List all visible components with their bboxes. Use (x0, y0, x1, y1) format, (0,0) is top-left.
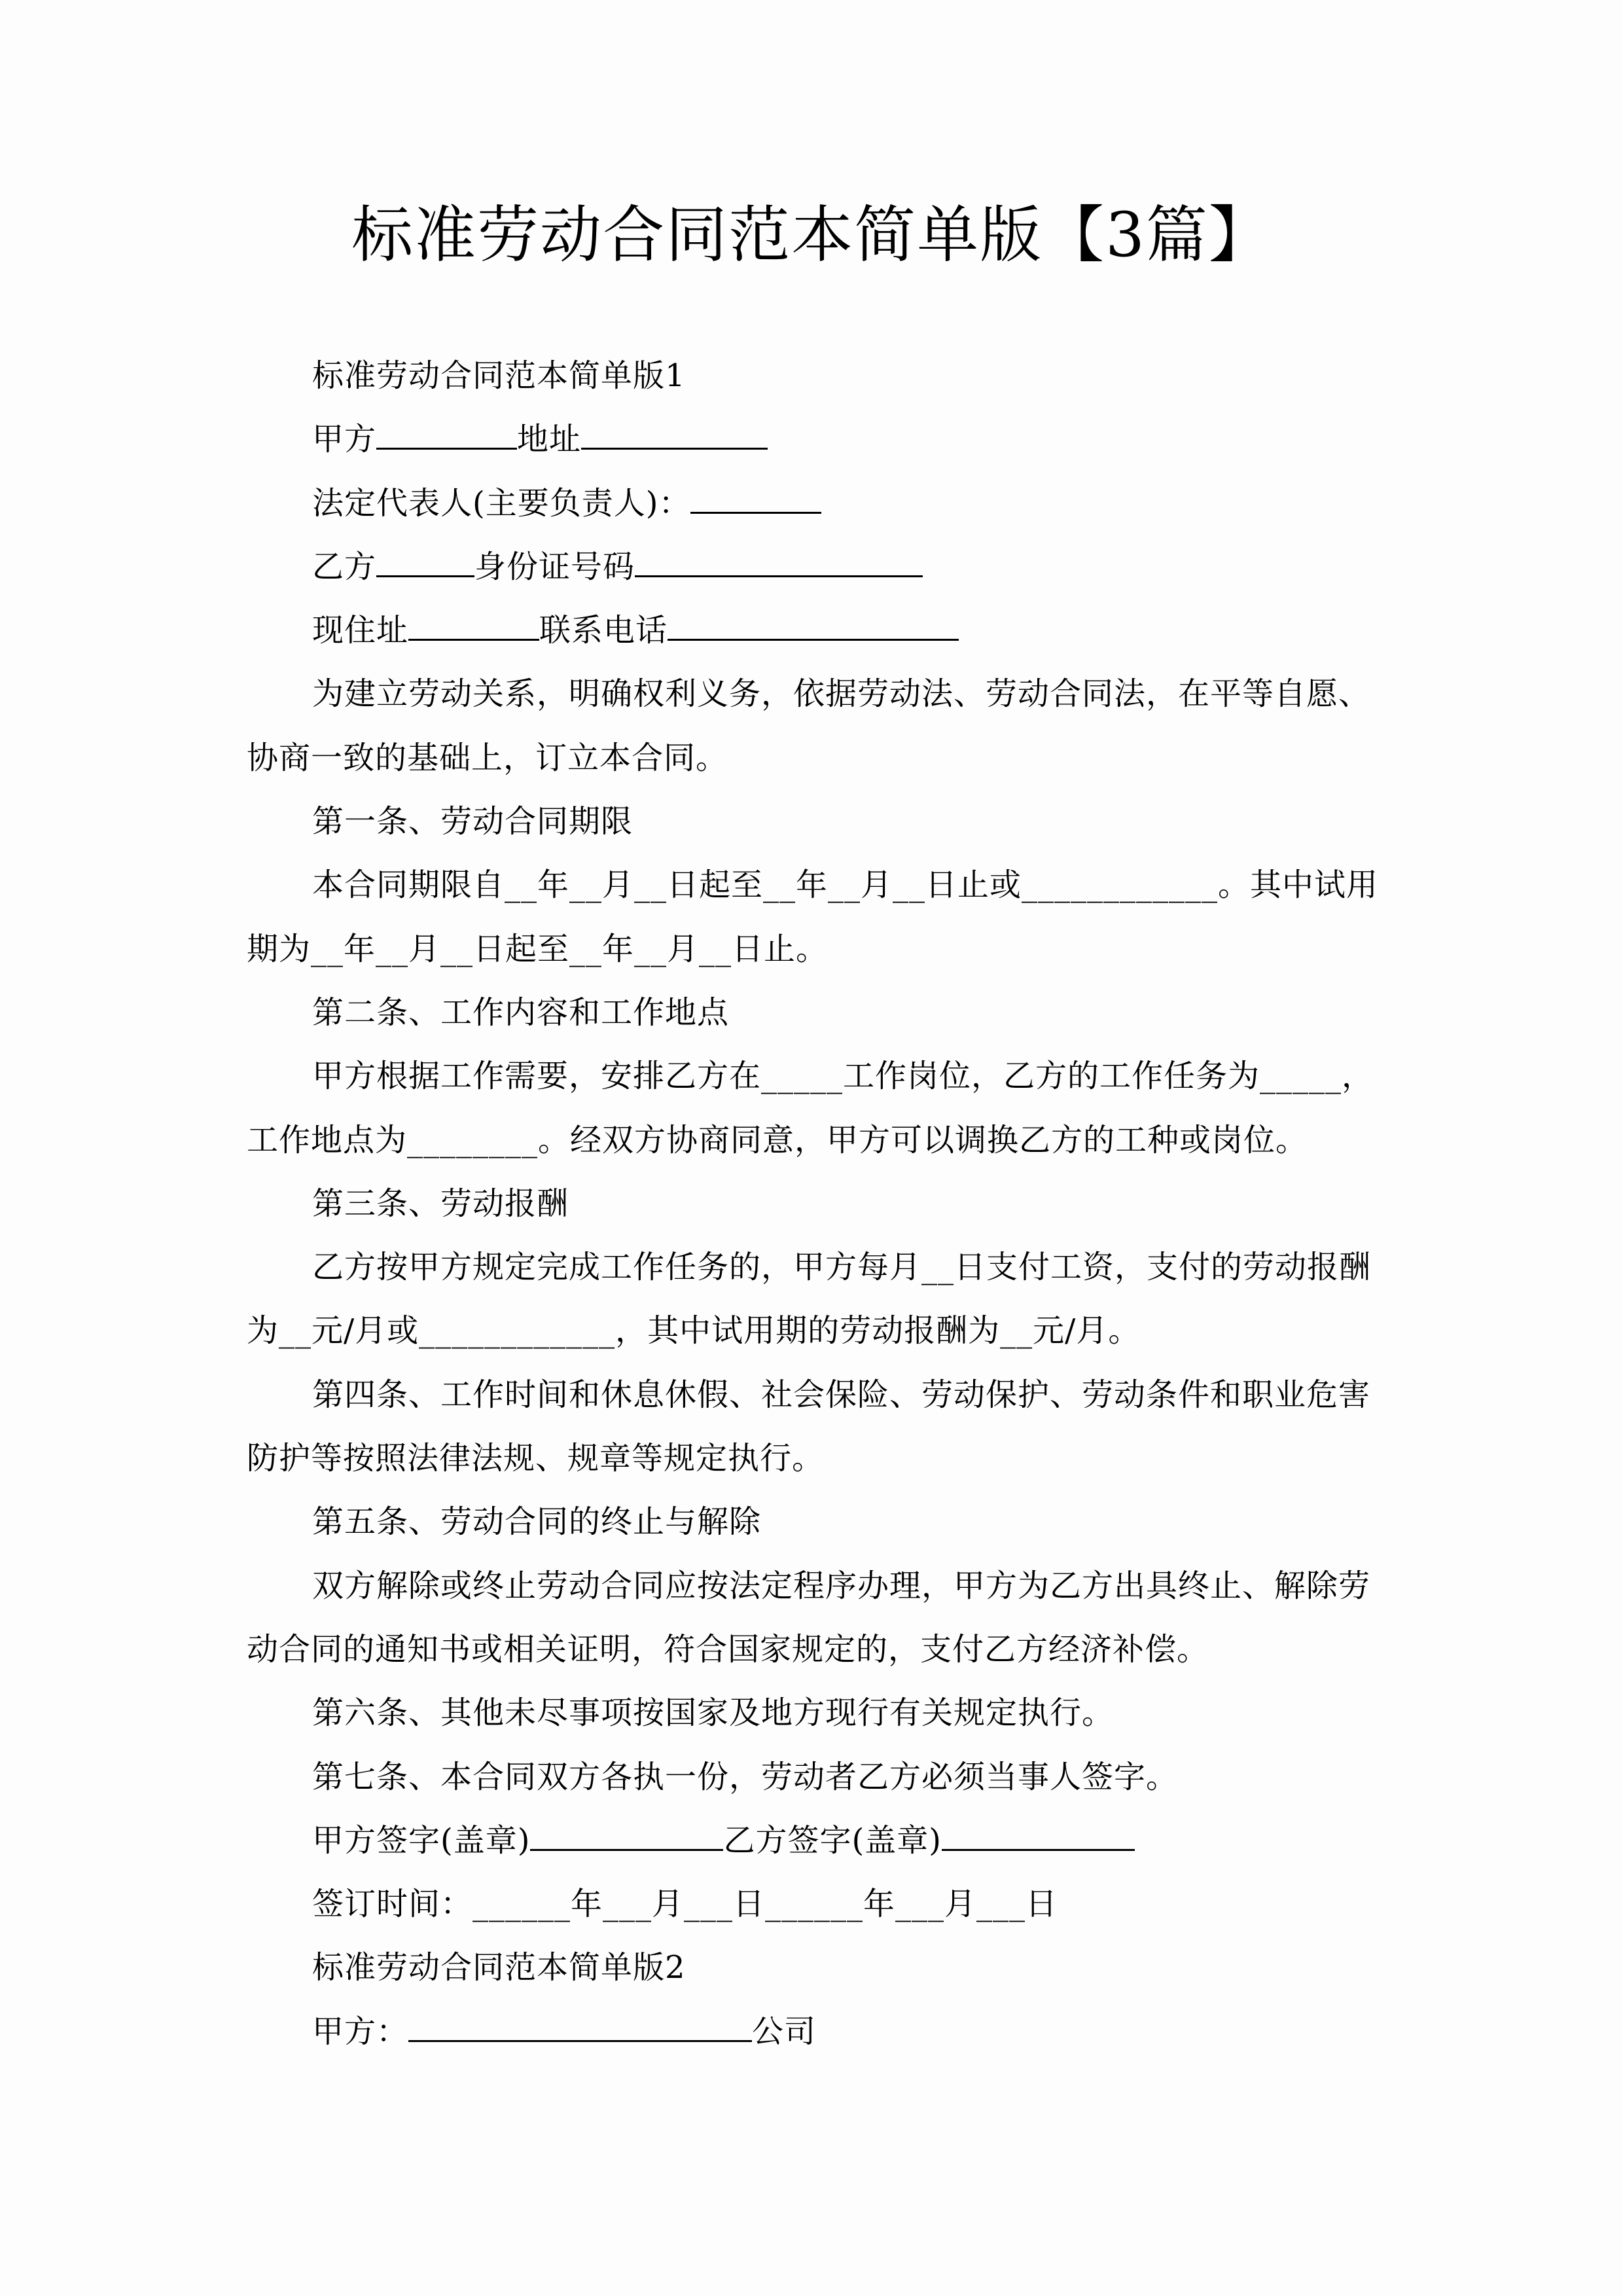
section-heading: 标准劳动合同范本简单版2 (312, 1949, 686, 1986)
text-line: 为__元/月或____________，其中试用期的劳动报酬为__元/月。 (247, 1312, 1141, 1350)
signature-line (247, 1809, 1399, 1873)
residence-blank[interactable] (408, 613, 539, 641)
text-line: 协商一致的基础上，订立本合同。 (247, 739, 728, 776)
article-paragraph (247, 1045, 1399, 1172)
party-a-blank[interactable] (376, 422, 517, 450)
article-paragraph (247, 1554, 1399, 1682)
article-heading: 第三条、劳动报酬 (312, 1185, 569, 1222)
phone-blank[interactable] (668, 613, 959, 641)
preamble-paragraph (247, 662, 1399, 790)
field-label: 联系电话 (539, 612, 668, 649)
text-line: 防护等按照法律法规、规章等规定执行。 (247, 1440, 825, 1477)
document-body (247, 344, 1399, 2064)
section-heading: 标准劳动合同范本简单版1 (312, 357, 686, 394)
field-label: 公司 (752, 2013, 817, 2050)
article-heading: 第五条、劳动合同的终止与解除 (312, 1503, 762, 1541)
article-paragraph: 第七条、本合同双方各执一份，劳动者乙方必须当事人签字。 (312, 1758, 1179, 1795)
company-name-blank[interactable] (408, 2014, 752, 2042)
field-label: 甲方 (312, 421, 377, 458)
field-line-party-a (247, 408, 1399, 471)
party-a-signature-blank[interactable] (530, 1823, 723, 1851)
field-label: 甲方： (312, 2013, 409, 2050)
article-paragraph (247, 853, 1399, 981)
article-paragraph: 第六条、其他未尽事项按国家及地方现行有关规定执行。 (312, 1695, 1115, 1732)
article-heading: 第一条、劳动合同期限 (312, 803, 633, 840)
field-label: 现住址 (312, 612, 409, 649)
field-line-legal-rep (247, 472, 1399, 535)
party-b-blank[interactable] (376, 549, 474, 577)
field-label: 身份证号码 (474, 548, 635, 585)
text-line: 期为__年__月__日起至__年__月__日止。 (247, 930, 829, 967)
text-line: 为建立劳动关系，明确权利义务，依据劳动法、劳动合同法，在平等自愿、 (312, 675, 1371, 713)
text-line: 第四条、工作时间和休息休假、社会保险、劳动保护、劳动条件和职业危害 (312, 1376, 1371, 1413)
field-line-party-b (247, 535, 1399, 599)
legal-rep-blank[interactable] (690, 486, 821, 514)
document-title: 标准劳动合同范本简单版【3篇】 (351, 200, 1272, 271)
party-b-signature-label: 乙方签字(盖章) (723, 1821, 942, 1859)
party-a-signature-label: 甲方签字(盖章) (312, 1821, 531, 1859)
signing-date-line[interactable]: 签订时间：______年___月___日______年___月___日 (312, 1886, 1058, 1923)
text-line: 工作地点为________。经双方协商同意，甲方可以调换乙方的工种或岗位。 (247, 1121, 1308, 1158)
text-line: 双方解除或终止劳动合同应按法定程序办理，甲方为乙方出具终止、解除劳 (312, 1567, 1371, 1604)
field-line-party-a-company (247, 2000, 1399, 2064)
text-line: 乙方按甲方规定完成工作任务的，甲方每月__日支付工资，支付的劳动报酬 (312, 1249, 1372, 1286)
article-heading: 第二条、工作内容和工作地点 (312, 994, 730, 1031)
field-label: 法定代表人(主要负责人)： (312, 484, 691, 522)
id-number-blank[interactable] (635, 549, 923, 577)
field-label: 地址 (517, 421, 582, 458)
field-label: 乙方 (312, 548, 377, 585)
party-b-signature-blank[interactable] (942, 1823, 1135, 1851)
field-line-residence (247, 599, 1399, 662)
text-line: 本合同期限自__年__月__日起至__年__月__日止或____________。其中试用 (312, 867, 1379, 904)
text-line: 动合同的通知书或相关证明，符合国家规定的，支付乙方经济补偿。 (247, 1630, 1209, 1668)
address-blank[interactable] (581, 422, 768, 450)
article-paragraph (247, 1363, 1399, 1491)
text-line: 甲方根据工作需要，安排乙方在_____工作岗位，乙方的工作任务为_____， (312, 1058, 1374, 1095)
article-paragraph (247, 1236, 1399, 1363)
